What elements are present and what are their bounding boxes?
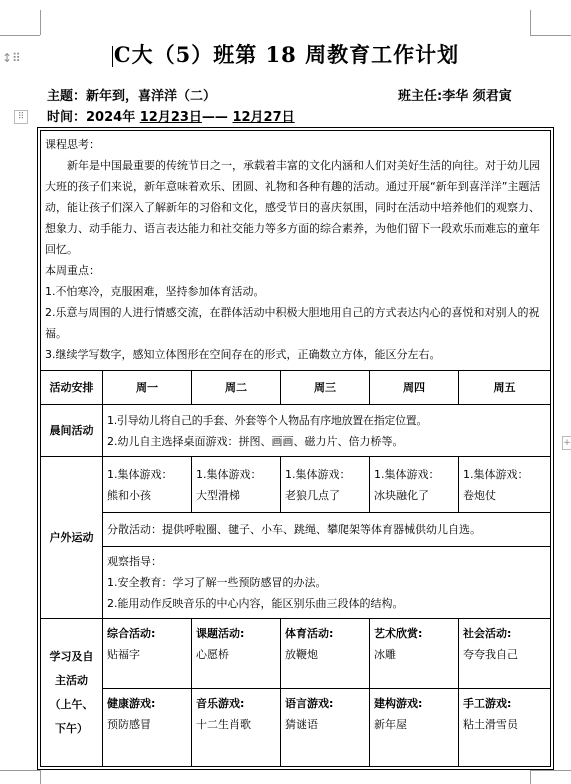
outdoor-game-label: 1.集体游戏： [285, 467, 351, 481]
time-separator: —— [201, 110, 228, 125]
study-cell [459, 619, 551, 689]
title-prefix: C [113, 42, 132, 67]
study-name: 心愿桥 [196, 648, 229, 661]
intro-paragraph: 新年是中国最重要的传统节日之一，承载着丰富的文化内涵和人们对美好生活的向往。对于幼儿园大班的孩子们来说，新年意味着欢乐、团圆、礼物和各种有趣的活动。通过开展“新年到喜洋洋”主题活动，能让孩子们深入了解新年的习俗和文化，感受节日的喜庆氛围，同时在活动中培养他们的观察力、想象力、动手能力、语言表达能力和社交能力等多方面的综合素养，为他们留下一段欢乐而难忘的童年回忆。 [45, 159, 541, 256]
study-type: 手工游戏: [463, 697, 512, 710]
focus-item: 2.乐意与周围的人进行情感交流，在群体活动中积极大胆地用自己的方式表达内心的喜悦和对别人的祝福。 [45, 306, 540, 340]
outdoor-game-name: 冰块融化了 [374, 488, 429, 502]
study-cell [281, 689, 370, 767]
study-name: 新年屋 [374, 718, 407, 731]
outdoor-game-name: 卷炮仗 [463, 488, 496, 502]
study-name: 贴福字 [107, 648, 140, 661]
table-move-handle-icon[interactable]: ⠿ [14, 110, 28, 124]
study-cell [370, 689, 459, 767]
crop-mark-bottom-right [530, 770, 571, 771]
outdoor-game-cell [459, 457, 551, 513]
crop-mark-top-right-v [530, 10, 531, 35]
crop-mark-top-left-v [40, 10, 41, 35]
outdoor-game-label: 1.集体游戏： [463, 467, 529, 481]
table-add-column-icon[interactable]: + [563, 438, 571, 448]
study-type: 课题活动: [196, 627, 245, 640]
crop-mark-top-right [530, 35, 571, 36]
teacher-label: 班主任: [398, 89, 443, 104]
outdoor-game-cell [103, 457, 192, 513]
header-day: 周二 [192, 371, 281, 405]
time-end: 12月27日 [232, 110, 295, 125]
study-name: 预防感冒 [107, 718, 151, 731]
theme-label: 主题： [47, 89, 87, 104]
study-cell [281, 619, 370, 689]
study-cell [459, 689, 551, 767]
study-cell [370, 619, 459, 689]
study-type: 健康游戏: [107, 697, 156, 710]
theme-line [47, 88, 216, 106]
study-type: 社会活动: [463, 627, 512, 640]
document-title [0, 40, 571, 70]
study-label [41, 619, 103, 767]
header-day: 周五 [459, 371, 551, 405]
time-year: 2024年 [86, 110, 136, 125]
crop-mark-top-left [0, 35, 40, 36]
study-cell [103, 619, 192, 689]
morning-label: 晨间活动 [41, 405, 103, 457]
outdoor-game-label: 1.集体游戏： [107, 467, 173, 481]
study-cell [192, 619, 281, 689]
study-label-line: （上午、 [49, 697, 94, 711]
title-text: 大（5）班第 18 周教育工作计划 [131, 42, 460, 67]
study-name: 十二生肖歌 [196, 718, 251, 731]
focus-heading: 本周重点： [45, 264, 100, 277]
theme-value: 新年到，喜洋洋（二） [86, 89, 217, 104]
teacher-line [398, 88, 512, 106]
crop-mark-bottom-right-v [530, 770, 531, 784]
text-cursor [112, 46, 113, 67]
time-label: 时间： [47, 110, 87, 125]
focus-item: 1.不怕寒冷，克服困难，坚持参加体育活动。 [45, 285, 265, 298]
header-day: 周四 [370, 371, 459, 405]
outdoor-game-label: 1.集体游戏： [196, 467, 262, 481]
paragraph-drag-handle-icon[interactable]: ↕⠿ [2, 51, 21, 65]
study-type: 艺术欣赏: [374, 627, 423, 640]
study-name: 夸夸我自己 [463, 648, 518, 661]
study-name: 粘土滑雪员 [463, 718, 518, 731]
intro-heading: 课程思考： [45, 138, 100, 151]
study-label-line: 学习及自 [49, 649, 94, 663]
outdoor-game-cell [192, 457, 281, 513]
outdoor-game-name: 老狼几点了 [285, 488, 340, 502]
crop-mark-bottom-left-v [40, 770, 41, 784]
intro-cell [41, 131, 551, 371]
morning-item: 1.引导幼儿将自己的手套、外套等个人物品有序地放置在指定位置。 [107, 413, 428, 427]
time-start: 12月23日 [139, 110, 202, 125]
crop-mark-bottom-left [0, 770, 40, 771]
outdoor-game-cell [370, 457, 459, 513]
study-label-line: 主活动 [55, 673, 88, 687]
study-label-line: 下午） [55, 721, 88, 735]
study-type: 综合活动: [107, 627, 156, 640]
teacher-value: 李华 须君寅 [442, 89, 512, 104]
observe-item: 1.安全教育：学习了解一些预防感冒的办法。 [107, 576, 327, 589]
observe-heading: 观察指导： [107, 555, 162, 568]
study-name: 放鞭炮 [285, 648, 318, 661]
outdoor-game-name: 熊和小孩 [107, 488, 151, 502]
observe-cell [103, 547, 551, 619]
observe-item: 2.能用动作反映音乐的中心内容，能区别乐曲三段体的结构。 [107, 597, 404, 610]
morning-cell [103, 405, 551, 457]
study-cell [192, 689, 281, 767]
focus-item: 3.继续学写数字，感知立体图形在空间存在的形式，正确数立方体，能区分左右。 [45, 348, 441, 361]
study-cell [103, 689, 192, 767]
study-type: 建构游戏: [374, 697, 423, 710]
study-type: 体育活动: [285, 627, 334, 640]
study-type: 音乐游戏: [196, 697, 245, 710]
study-name: 冰雕 [374, 648, 396, 661]
outdoor-game-label: 1.集体游戏： [374, 467, 440, 481]
header-day: 周一 [103, 371, 192, 405]
weekly-plan-table [40, 130, 551, 767]
study-type: 语言游戏: [285, 697, 334, 710]
outdoor-free-activity: 分散活动：提供呼啦圈、毽子、小车、跳绳、攀爬架等体育器械供幼儿自选。 [103, 513, 551, 547]
header-activity-label: 活动安排 [41, 371, 103, 405]
morning-item: 2.幼儿自主选择桌面游戏：拼图、画画、磁力片、倍力桥等。 [107, 434, 404, 448]
time-line [47, 109, 295, 127]
outdoor-game-name: 大型滑梯 [196, 488, 240, 502]
outdoor-game-cell [281, 457, 370, 513]
header-day: 周三 [281, 371, 370, 405]
study-name: 猜谜语 [285, 718, 318, 731]
outdoor-label: 户外运动 [41, 457, 103, 619]
